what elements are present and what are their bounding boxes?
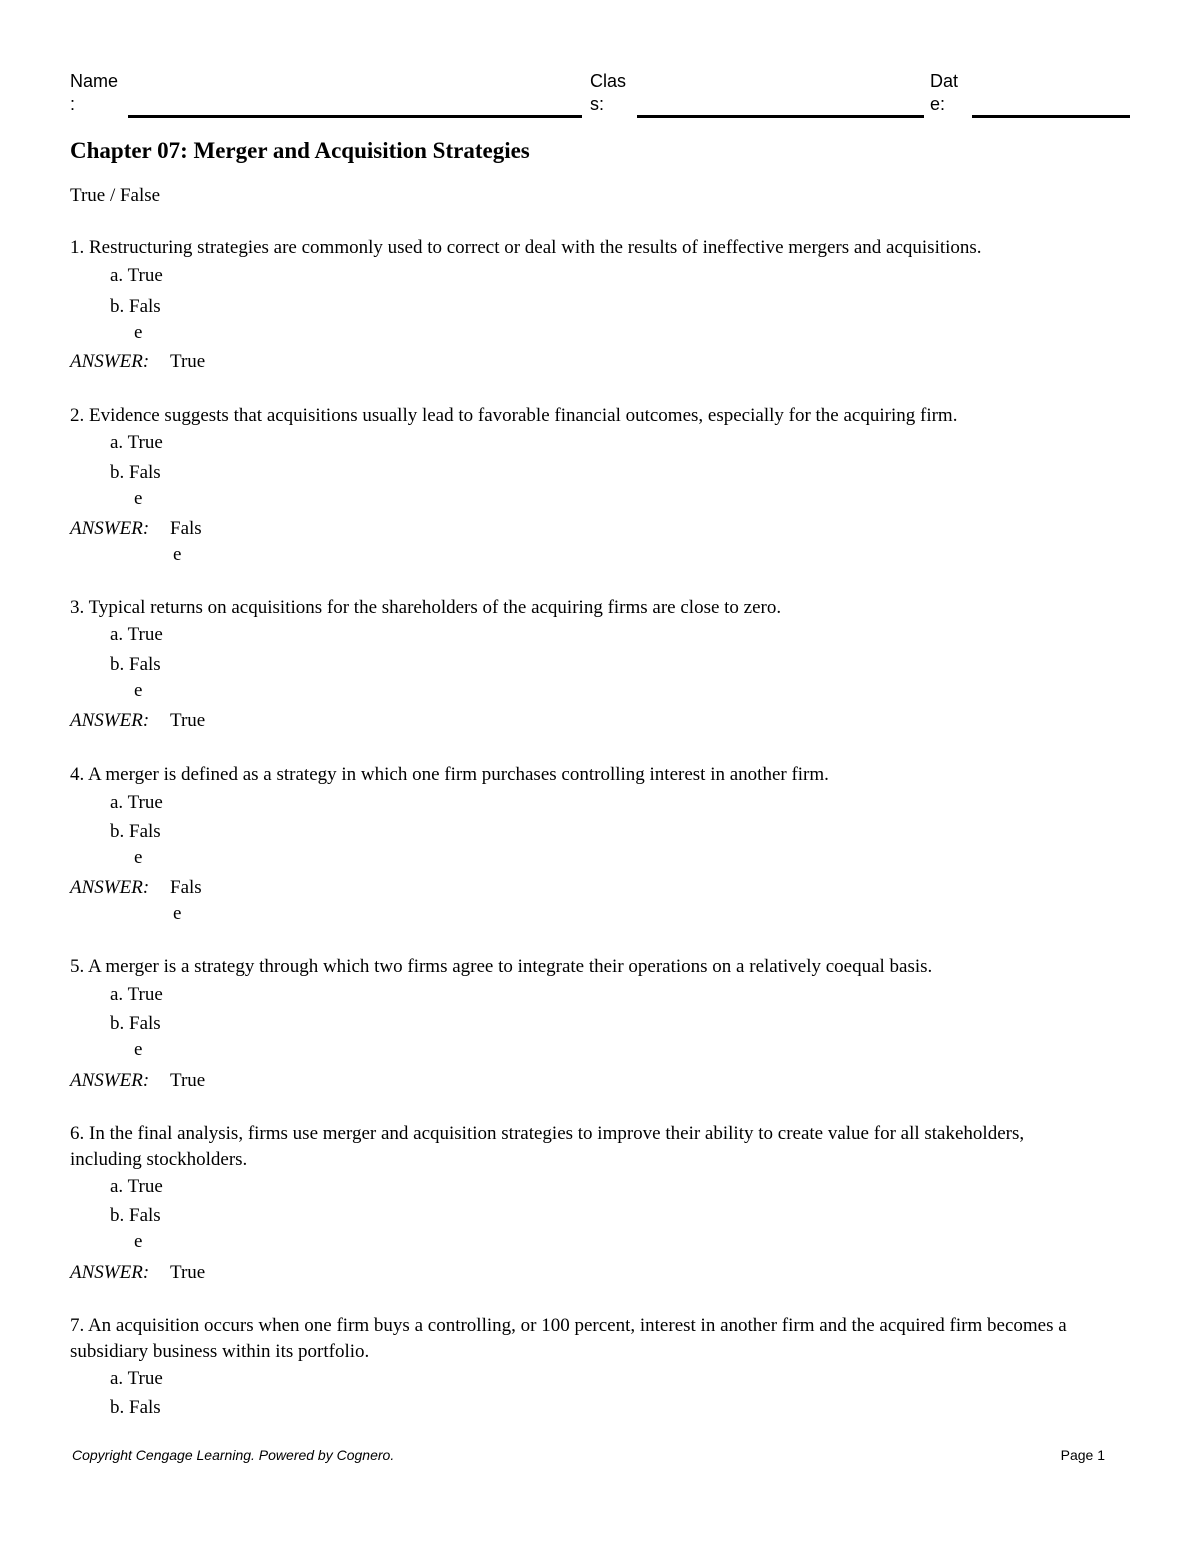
option-b-wrap: e xyxy=(134,1039,143,1060)
option-b xyxy=(110,1395,161,1421)
option-b-wrap: e xyxy=(134,322,143,343)
option-b-wrap: e xyxy=(134,1231,143,1252)
name-label-bottom: : xyxy=(70,94,76,114)
option-b xyxy=(110,294,161,346)
option-b-wrap: e xyxy=(134,680,143,701)
answer-value xyxy=(170,1260,205,1286)
answer-value xyxy=(170,1068,205,1094)
date-label-bottom: e: xyxy=(930,94,946,114)
answer-value xyxy=(170,708,205,734)
option-b-text: b. Fals xyxy=(110,1397,161,1418)
answer-line xyxy=(70,1068,206,1094)
class-input-line[interactable] xyxy=(637,115,924,118)
answer-label: ANSWER: xyxy=(70,1070,150,1091)
answer-value xyxy=(170,516,202,568)
answer-label: ANSWER: xyxy=(70,1262,150,1283)
option-a: a. True xyxy=(110,265,163,286)
answer-value-text: Fals xyxy=(170,877,202,898)
date-field-label xyxy=(930,70,958,116)
answer-value-text: Fals xyxy=(170,518,202,539)
option-b xyxy=(110,652,161,704)
answer-label: ANSWER: xyxy=(70,877,150,898)
option-b-text: b. Fals xyxy=(110,821,161,842)
option-a: a. True xyxy=(110,432,163,453)
question-stem: 1. Restructuring strategies are commonly used to correct or deal with the results of ineffective mergers and acquisitions. xyxy=(70,237,982,258)
option-b xyxy=(110,1011,161,1063)
option-b-wrap: e xyxy=(134,488,143,509)
option-b-text: b. Fals xyxy=(110,1205,161,1226)
option-a: a. True xyxy=(110,792,163,813)
class-field-label xyxy=(590,70,626,116)
class-label-bottom: s: xyxy=(590,94,605,114)
answer-line xyxy=(70,1260,206,1286)
option-b-text: b. Fals xyxy=(110,1013,161,1034)
question-stem: 4. A merger is defined as a strategy in which one firm purchases controlling interest in another firm. xyxy=(70,764,829,785)
answer-value xyxy=(170,349,205,375)
question-stem: 3. Typical returns on acquisitions for the shareholders of the acquiring firms are close to zero. xyxy=(70,597,782,618)
option-a: a. True xyxy=(110,624,163,645)
option-a: a. True xyxy=(110,1368,163,1389)
chapter-title: Chapter 07: Merger and Acquisition Strategies xyxy=(70,138,530,163)
option-b-text: b. Fals xyxy=(110,654,161,675)
copyright-footer: Copyright Cengage Learning. Powered by Cognero. xyxy=(72,1447,395,1463)
answer-value-text: True xyxy=(170,1070,206,1091)
question-stem: 5. A merger is a strategy through which two firms agree to integrate their operations on a relatively coequal basis. xyxy=(70,956,933,977)
question-stem: 6. In the final analysis, firms use merger and acquisition strategies to improve their ability to create value for all stakeholders, including stockholders. xyxy=(70,1123,1025,1170)
answer-line xyxy=(70,516,202,565)
option-a: a. True xyxy=(110,984,163,1005)
name-input-line[interactable] xyxy=(128,115,582,118)
answer-line xyxy=(70,349,206,375)
answer-label: ANSWER: xyxy=(70,351,150,372)
class-label-top: Clas xyxy=(590,71,627,91)
answer-value-text: True xyxy=(170,351,206,372)
date-label-top: Dat xyxy=(930,71,959,91)
answer-value xyxy=(170,875,202,927)
answer-value-wrap: e xyxy=(173,544,182,565)
answer-label: ANSWER: xyxy=(70,710,150,731)
page-number: Page 1 xyxy=(1060,1447,1105,1463)
answer-value-text: True xyxy=(170,1262,206,1283)
option-b-wrap: e xyxy=(134,847,143,868)
option-b xyxy=(110,1203,161,1255)
answer-label: ANSWER: xyxy=(70,518,150,539)
answer-value-text: True xyxy=(170,710,206,731)
date-input-line[interactable] xyxy=(972,115,1130,118)
answer-line xyxy=(70,875,202,924)
answer-line xyxy=(70,708,206,734)
option-b-text: b. Fals xyxy=(110,296,161,317)
name-field-label xyxy=(70,70,118,116)
option-b xyxy=(110,819,161,871)
section-heading: True / False xyxy=(70,185,161,206)
option-a: a. True xyxy=(110,1176,163,1197)
name-label-top: Name xyxy=(70,71,119,91)
question-stem: 2. Evidence suggests that acquisitions usually lead to favorable financial outcomes, especially for the acquiring firm. xyxy=(70,405,958,426)
question-stem: 7. An acquisition occurs when one firm buys a controlling, or 100 percent, interest in another firm and the acquired firm becomes a subsidiary business within its portfolio. xyxy=(70,1315,1067,1362)
answer-value-wrap: e xyxy=(173,903,182,924)
option-b xyxy=(110,460,161,512)
option-b-text: b. Fals xyxy=(110,462,161,483)
